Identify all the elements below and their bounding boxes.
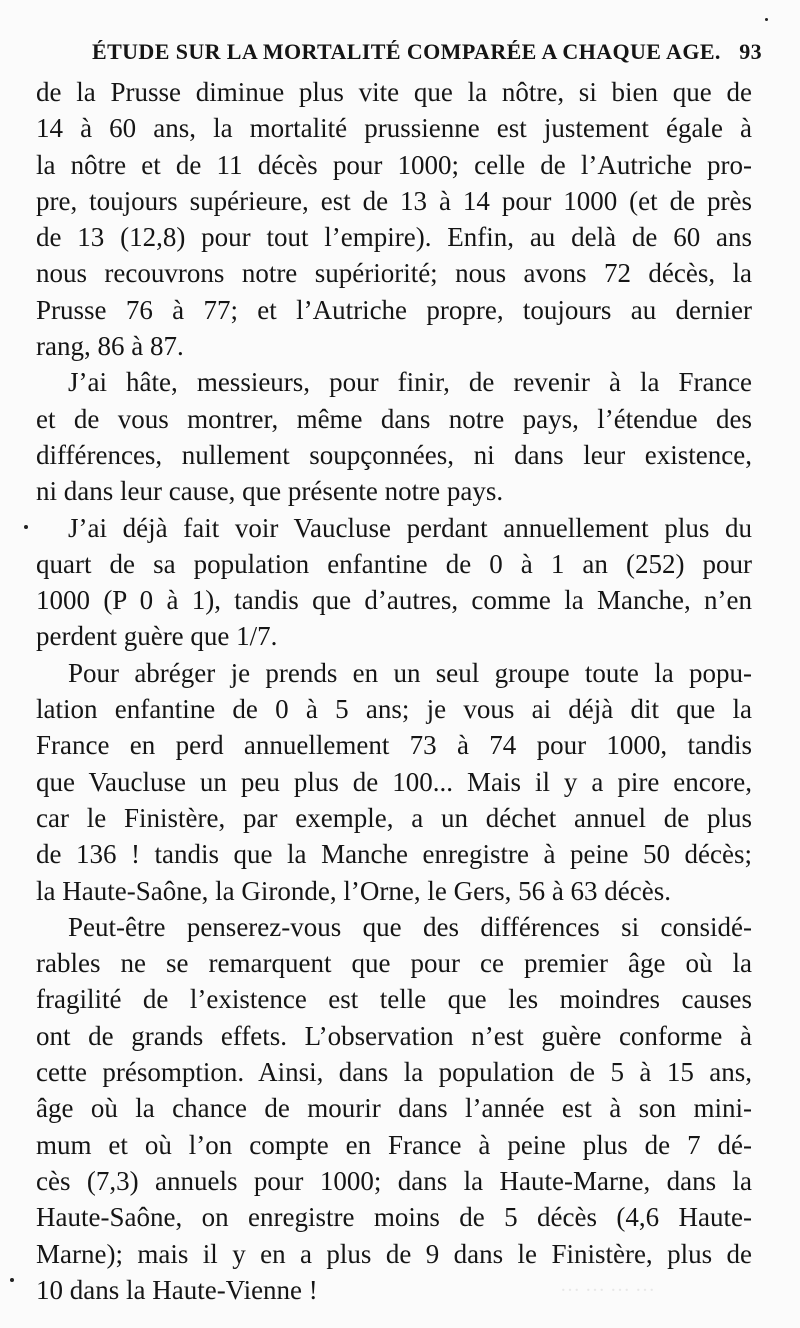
text-line: la Haute-Saône, la Gironde, l’Orne, le Gers, 56 à 63 décès. (36, 875, 672, 906)
text-line: France en perd annuellement 73 à 74 pour 1000, tandis (36, 730, 752, 761)
text-line: J’ai hâte, messieurs, pour finir, de revenir à la France (68, 367, 752, 398)
text-line: de 13 (12,8) pour tout l’empire). Enfin, au delà de 60 ans (36, 222, 752, 253)
text-line: fragilité de l’existence est telle que les moindres causes (36, 984, 752, 1015)
running-header (92, 38, 762, 66)
page-number: 93 (739, 39, 762, 64)
text-line: rables ne se remarquent que pour ce premier âge où la (36, 948, 752, 979)
text-line: 10 dans la Haute-Vienne ! (36, 1274, 318, 1305)
body-text (36, 74, 752, 1308)
text-line: perdent guère que 1/7. (36, 621, 278, 652)
text-line: quart de sa population enfantine de 0 à 1 an (252) pour (36, 548, 752, 579)
text-line: Pour abréger je prends en un seul groupe toute la popu- (68, 657, 752, 688)
text-line: et de vous montrer, même dans notre pays, l’étendue des (36, 403, 752, 434)
text-line: car le Finistère, par exemple, a un déchet annuel de plus (36, 802, 752, 833)
text-line: J’ai déjà fait voir Vaucluse perdant annuellement plus du (68, 512, 752, 543)
text-line: Haute-Saône, on enregistre moins de 5 décès (4,6 Haute- (36, 1202, 752, 1233)
text-line: nous recouvrons notre supériorité; nous avons 72 décès, la (36, 258, 752, 289)
text-line: de 136 ! tandis que la Manche enregistre à peine 50 décès; (36, 839, 752, 870)
text-line: la nôtre et de 11 décès pour 1000; celle de l’Autriche pro- (36, 149, 752, 180)
page-corner-speck (765, 18, 768, 21)
text-line: de la Prusse diminue plus vite que la nôtre, si bien que de (36, 77, 752, 107)
text-line: ni dans leur cause, que présente notre pays. (36, 476, 504, 507)
text-line: pre, toujours supérieure, est de 13 à 14 pour 1000 (et de près (36, 185, 752, 216)
show-through-text: … … … … (560, 1274, 655, 1296)
text-line: rang, 86 à 87. (36, 331, 184, 362)
text-line: ont de grands effets. L’observation n’est guère conforme à (36, 1020, 752, 1051)
text-line: Marne); mais il y en a plus de 9 dans le Finistère, plus de (36, 1238, 752, 1269)
text-line: lation enfantine de 0 à 5 ans; je vous ai déjà dit que la (36, 694, 752, 725)
text-line: 1000 (P 0 à 1), tandis que d’autres, comme la Manche, n’en (36, 585, 752, 616)
text-line: Peut-être penserez-vous que des différences si considé- (68, 911, 752, 942)
text-line: que Vaucluse un peu plus de 100... Mais il y a pire encore, (36, 766, 752, 797)
text-line: différences, nullement soupçonnées, ni dans leur existence, (36, 439, 752, 470)
text-line: cette présomption. Ainsi, dans la population de 5 à 15 ans, (36, 1057, 752, 1088)
running-title: ÉTUDE SUR LA MORTALITÉ COMPARÉE A CHAQUE AGE. (92, 39, 721, 64)
text-line: cès (7,3) annuels pour 1000; dans la Haute-Marne, dans la (36, 1165, 752, 1196)
text-line: 14 à 60 ans, la mortalité prussienne est justement égale à (36, 113, 752, 144)
margin-speck (24, 525, 28, 529)
text-line: âge où la chance de mourir dans l’année est à son mini- (36, 1093, 752, 1124)
margin-speck (10, 1278, 14, 1282)
text-line: Prusse 76 à 77; et l’Autriche propre, toujours au dernier (36, 294, 752, 325)
text-line: mum et où l’on compte en France à peine plus de 7 dé- (36, 1129, 752, 1160)
